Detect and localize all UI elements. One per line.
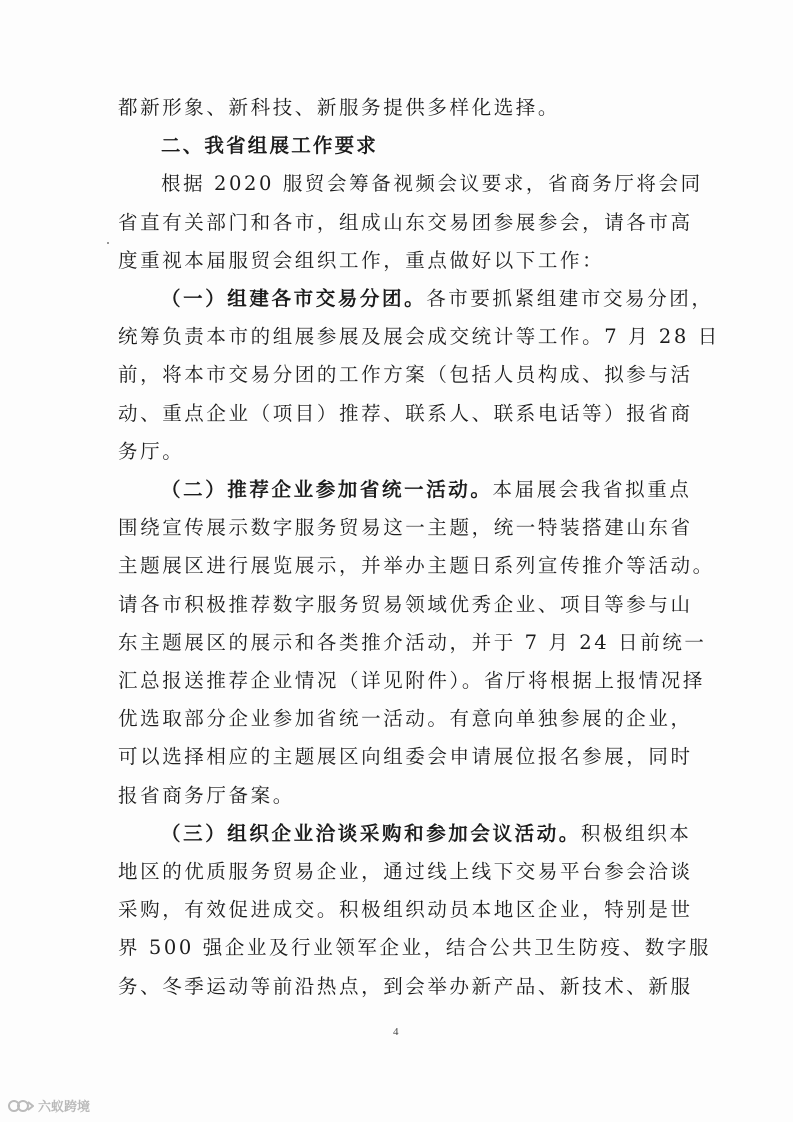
body-line: 东主题展区的展示和各类推介活动，并于 7 月 24 日前统一 [118, 630, 707, 654]
body-line: 务厅。 [118, 439, 185, 463]
paragraph-text: 各市要抓紧组建市交易分团， [426, 287, 714, 310]
paragraph-heading: （一）组建各市交易分团。 [161, 287, 427, 310]
watermark-logo-icon [8, 1099, 34, 1113]
body-line: 前，将本市交易分团的工作方案（包括人员构成、拟参与活 [118, 363, 693, 387]
paragraph-lead [161, 478, 691, 502]
paragraph-text: 本届展会我省拟重点 [492, 478, 692, 501]
body-line: 界 500 强企业及行业领军企业，结合公共卫生防疫、数字服 [118, 936, 712, 960]
paragraph-heading: （三）组织企业洽谈采购和参加会议活动。 [161, 821, 581, 845]
body-line: 根据 2020 服贸会筹备视频会议要求，省商务厅将会同 [161, 172, 703, 196]
section-heading: 二、我省组展工作要求 [161, 134, 379, 158]
body-line: 地区的优质服务贸易企业，通过线上线下交易平台参会洽谈 [118, 860, 693, 883]
body-line: 统筹负责本市的组展参展及展会成交统计等工作。7 月 28 日 [118, 325, 720, 349]
body-line: 主题展区进行展览展示，并举办主题日系列宣传推介等活动。 [118, 554, 715, 578]
paragraph-heading: （二）推荐企业参加省统一活动。 [161, 478, 493, 501]
body-line: 报省商务厅备案。 [118, 783, 295, 807]
page-number: 4 [393, 1026, 399, 1038]
body-line: 优选取部分企业参加省统一活动。有意向单独参展的企业， [118, 707, 693, 731]
body-line: 可以选择相应的主题展区向组委会申请展位报名参展，同时 [118, 745, 693, 769]
paragraph-text: 积极组织本 [580, 821, 692, 845]
paragraph-lead [161, 287, 714, 311]
body-line: 围绕宣传展示数字服务贸易这一主题，统一特装搭建山东省 [118, 516, 693, 540]
scan-speck [107, 242, 109, 244]
paragraph-lead [161, 822, 691, 846]
body-line: 都新形象、新科技、新服务提供多样化选择。 [118, 96, 561, 119]
body-line: 省直有关部门和各市，组成山东交易团参展参会，请各市高 [118, 210, 693, 234]
watermark-text: 六蚁跨境 [38, 1100, 91, 1115]
body-line: 请各市积极推荐数字服务贸易领域优秀企业、项目等参与山 [118, 592, 693, 616]
body-line: 务、冬季运动等前沿热点，到会举办新产品、新技术、新服 [118, 974, 693, 998]
body-line: 度重视本届服贸会组织工作，重点做好以下工作： [118, 248, 605, 272]
body-line: 动、重点企业（项目）推荐、联系人、联系电话等）报省商 [118, 401, 693, 425]
watermark [8, 1096, 90, 1115]
body-line: 采购，有效促进成交。积极组织动员本地区企业，特别是世 [118, 898, 693, 922]
body-line: 汇总报送推荐企业情况（详见附件）。省厅将根据上报情况择 [118, 669, 705, 692]
